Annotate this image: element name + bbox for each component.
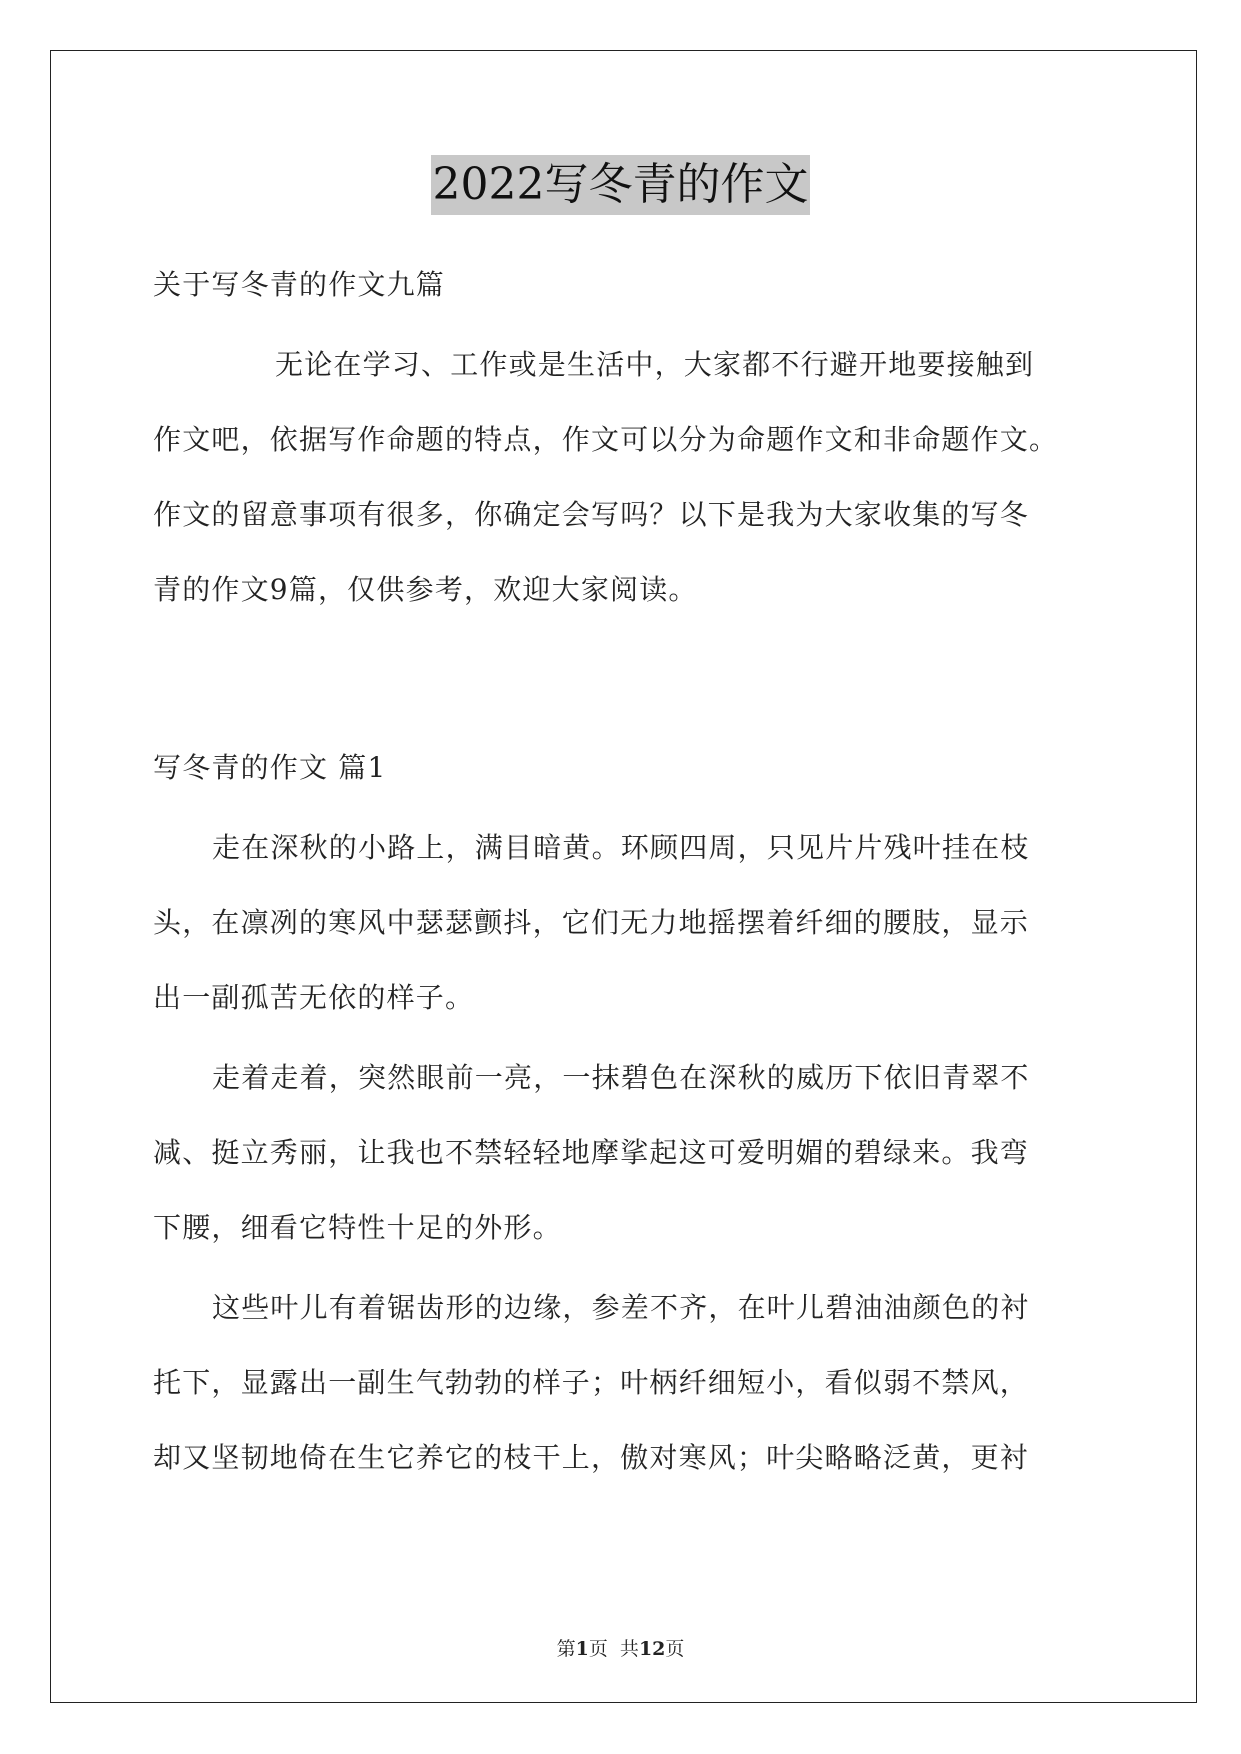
- paragraph-line: 这些叶儿有着锯齿形的边缘，参差不齐，在叶儿碧油油颜色的衬: [212, 1291, 1030, 1324]
- paragraph-line: 减、挺立秀丽，让我也不禁轻轻地摩挲起这可爱明媚的碧绿来。我弯: [153, 1136, 1030, 1169]
- title-container: [0, 155, 1241, 215]
- paragraph-line: 托下，显露出一副生气勃勃的样子；叶柄纤细短小，看似弱不禁风，: [153, 1366, 1030, 1399]
- paragraph-line: 无论在学习、工作或是生活中，大家都不行避开地要接触到: [275, 348, 1035, 381]
- page-footer: [0, 1634, 1241, 1661]
- footer-prefix: 第: [556, 1638, 576, 1660]
- document-subtitle: 关于写冬青的作文九篇: [153, 268, 446, 301]
- paragraph-line: 走着走着，突然眼前一亮，一抹碧色在深秋的威历下依旧青翠不: [212, 1061, 1030, 1094]
- paragraph-line: 作文的留意事项有很多，你确定会写吗？以下是我为大家收集的写冬: [153, 498, 1030, 531]
- paragraph-line: 出一副孤苦无依的样子。: [153, 981, 475, 1014]
- document-title: 2022写冬青的作文: [431, 155, 811, 215]
- paragraph-line: 作文吧，依据写作命题的特点，作文可以分为命题作文和非命题作文。: [153, 423, 1059, 456]
- paragraph-line: 下腰，细看它特性十足的外形。: [153, 1211, 562, 1244]
- page-number: 1: [575, 1638, 589, 1660]
- footer-mid: 页 共: [588, 1638, 639, 1660]
- paragraph-line: 青的作文9篇，仅供参考，欢迎大家阅读。: [153, 573, 698, 606]
- section-heading: 写冬青的作文 篇1: [153, 751, 387, 784]
- total-pages: 12: [638, 1638, 666, 1660]
- footer-suffix: 页: [665, 1638, 685, 1660]
- paragraph-line: 头，在凛冽的寒风中瑟瑟颤抖，它们无力地摇摆着纤细的腰肢，显示: [153, 906, 1030, 939]
- paragraph-line: 却又坚韧地倚在生它养它的枝干上，傲对寒风；叶尖略略泛黄，更衬: [153, 1441, 1030, 1474]
- paragraph-line: 走在深秋的小路上，满目暗黄。环顾四周，只见片片残叶挂在枝: [212, 831, 1030, 864]
